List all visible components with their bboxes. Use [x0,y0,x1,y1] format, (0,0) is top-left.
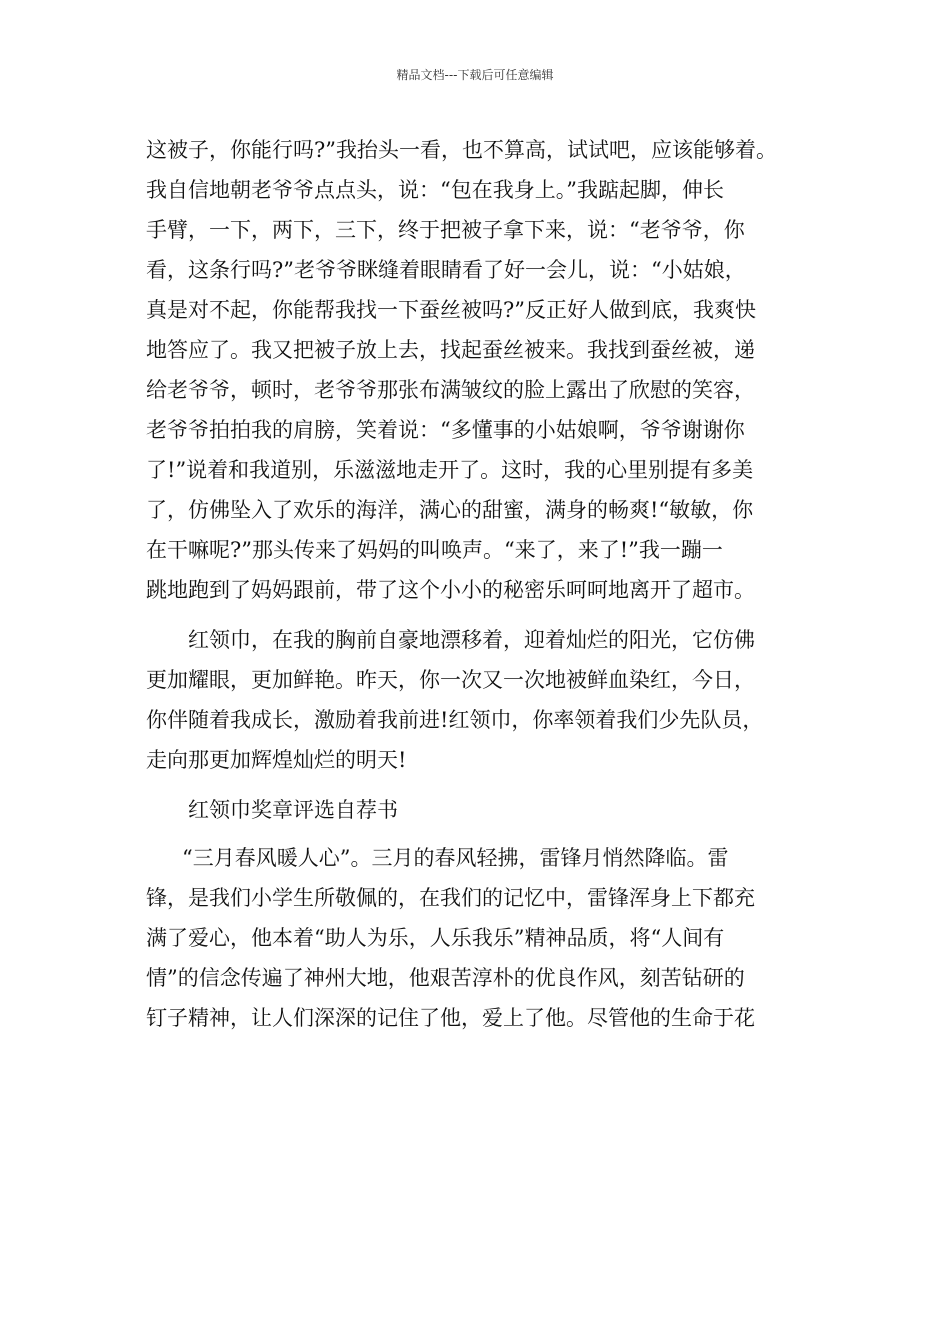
text-line: 给老爷爷，顿时，老爷爷那张布满皱纹的脸上露出了欣慰的笑容， [146,378,755,402]
section-heading: 红领巾奖章评选自荐书 [188,798,398,822]
text-line: 我自信地朝老爷爷点点头，说：“包在我身上。”我踮起脚，伸长 [146,178,724,202]
text-line: 了!”说着和我道别，乐滋滋地走开了。这时，我的心里别提有多美 [146,458,754,482]
text-line: 你伴随着我成长，激励着我前进!红领巾，你率领着我们少先队员， [146,708,764,732]
text-line: 这被子，你能行吗?”我抬头一看，也不算高，试试吧，应该能够着。 [146,138,777,162]
text-line: 情”的信念传遍了神州大地，他艰苦淳朴的优良作风，刻苦钻研的 [146,966,745,990]
text-line: 钉子精神，让人们深深的记住了他，爱上了他。尽管他的生命于花 [146,1006,755,1030]
text-line: 了，仿佛坠入了欢乐的海洋，满心的甜蜜，满身的畅爽!“敏敏，你 [146,498,754,522]
text-line: 跳地跑到了妈妈跟前，带了这个小小的秘密乐呵呵地离开了超市。 [146,578,755,602]
text-line: 看，这条行吗?”老爷爷眯缝着眼睛看了好一会儿，说：“小姑娘， [146,258,746,282]
text-line: 地答应了。我又把被子放上去，找起蚕丝被来。我找到蚕丝被，递 [146,338,755,362]
text-line: 走向那更加辉煌灿烂的明天! [146,748,407,772]
text-line: 真是对不起，你能帮我找一下蚕丝被吗?”反正好人做到底，我爽快 [146,298,756,322]
paragraph-start-line: 红领巾，在我的胸前自豪地漂移着，迎着灿烂的阳光，它仿佛 [188,628,755,652]
text-line: 更加耀眼，更加鲜艳。昨天，你一次又一次地被鲜血染红，今日， [146,668,755,692]
text-line: 在干嘛呢?”那头传来了妈妈的叫唤声。“来了，来了!”我一蹦一 [146,538,723,562]
document-body [146,130,832,1038]
text-line: 满了爱心，他本着“助人为乐，人乐我乐”精神品质，将“人间有 [146,926,725,950]
text-line: 锋，是我们小学生所敬佩的，在我们的记忆中，雷锋浑身上下都充 [146,886,755,910]
paragraph-start-line: “三月春风暖人心”。三月的春风轻拂，雷锋月悄然降临。雷 [182,846,729,870]
page-header: 精品文档---下载后可任意编辑 [396,68,554,82]
text-line: 老爷爷拍拍我的肩膀，笑着说：“多懂事的小姑娘啊，爷爷谢谢你 [146,418,745,442]
text-line: 手臂，一下，两下，三下，终于把被子拿下来，说：“老爷爷，你 [146,218,745,242]
